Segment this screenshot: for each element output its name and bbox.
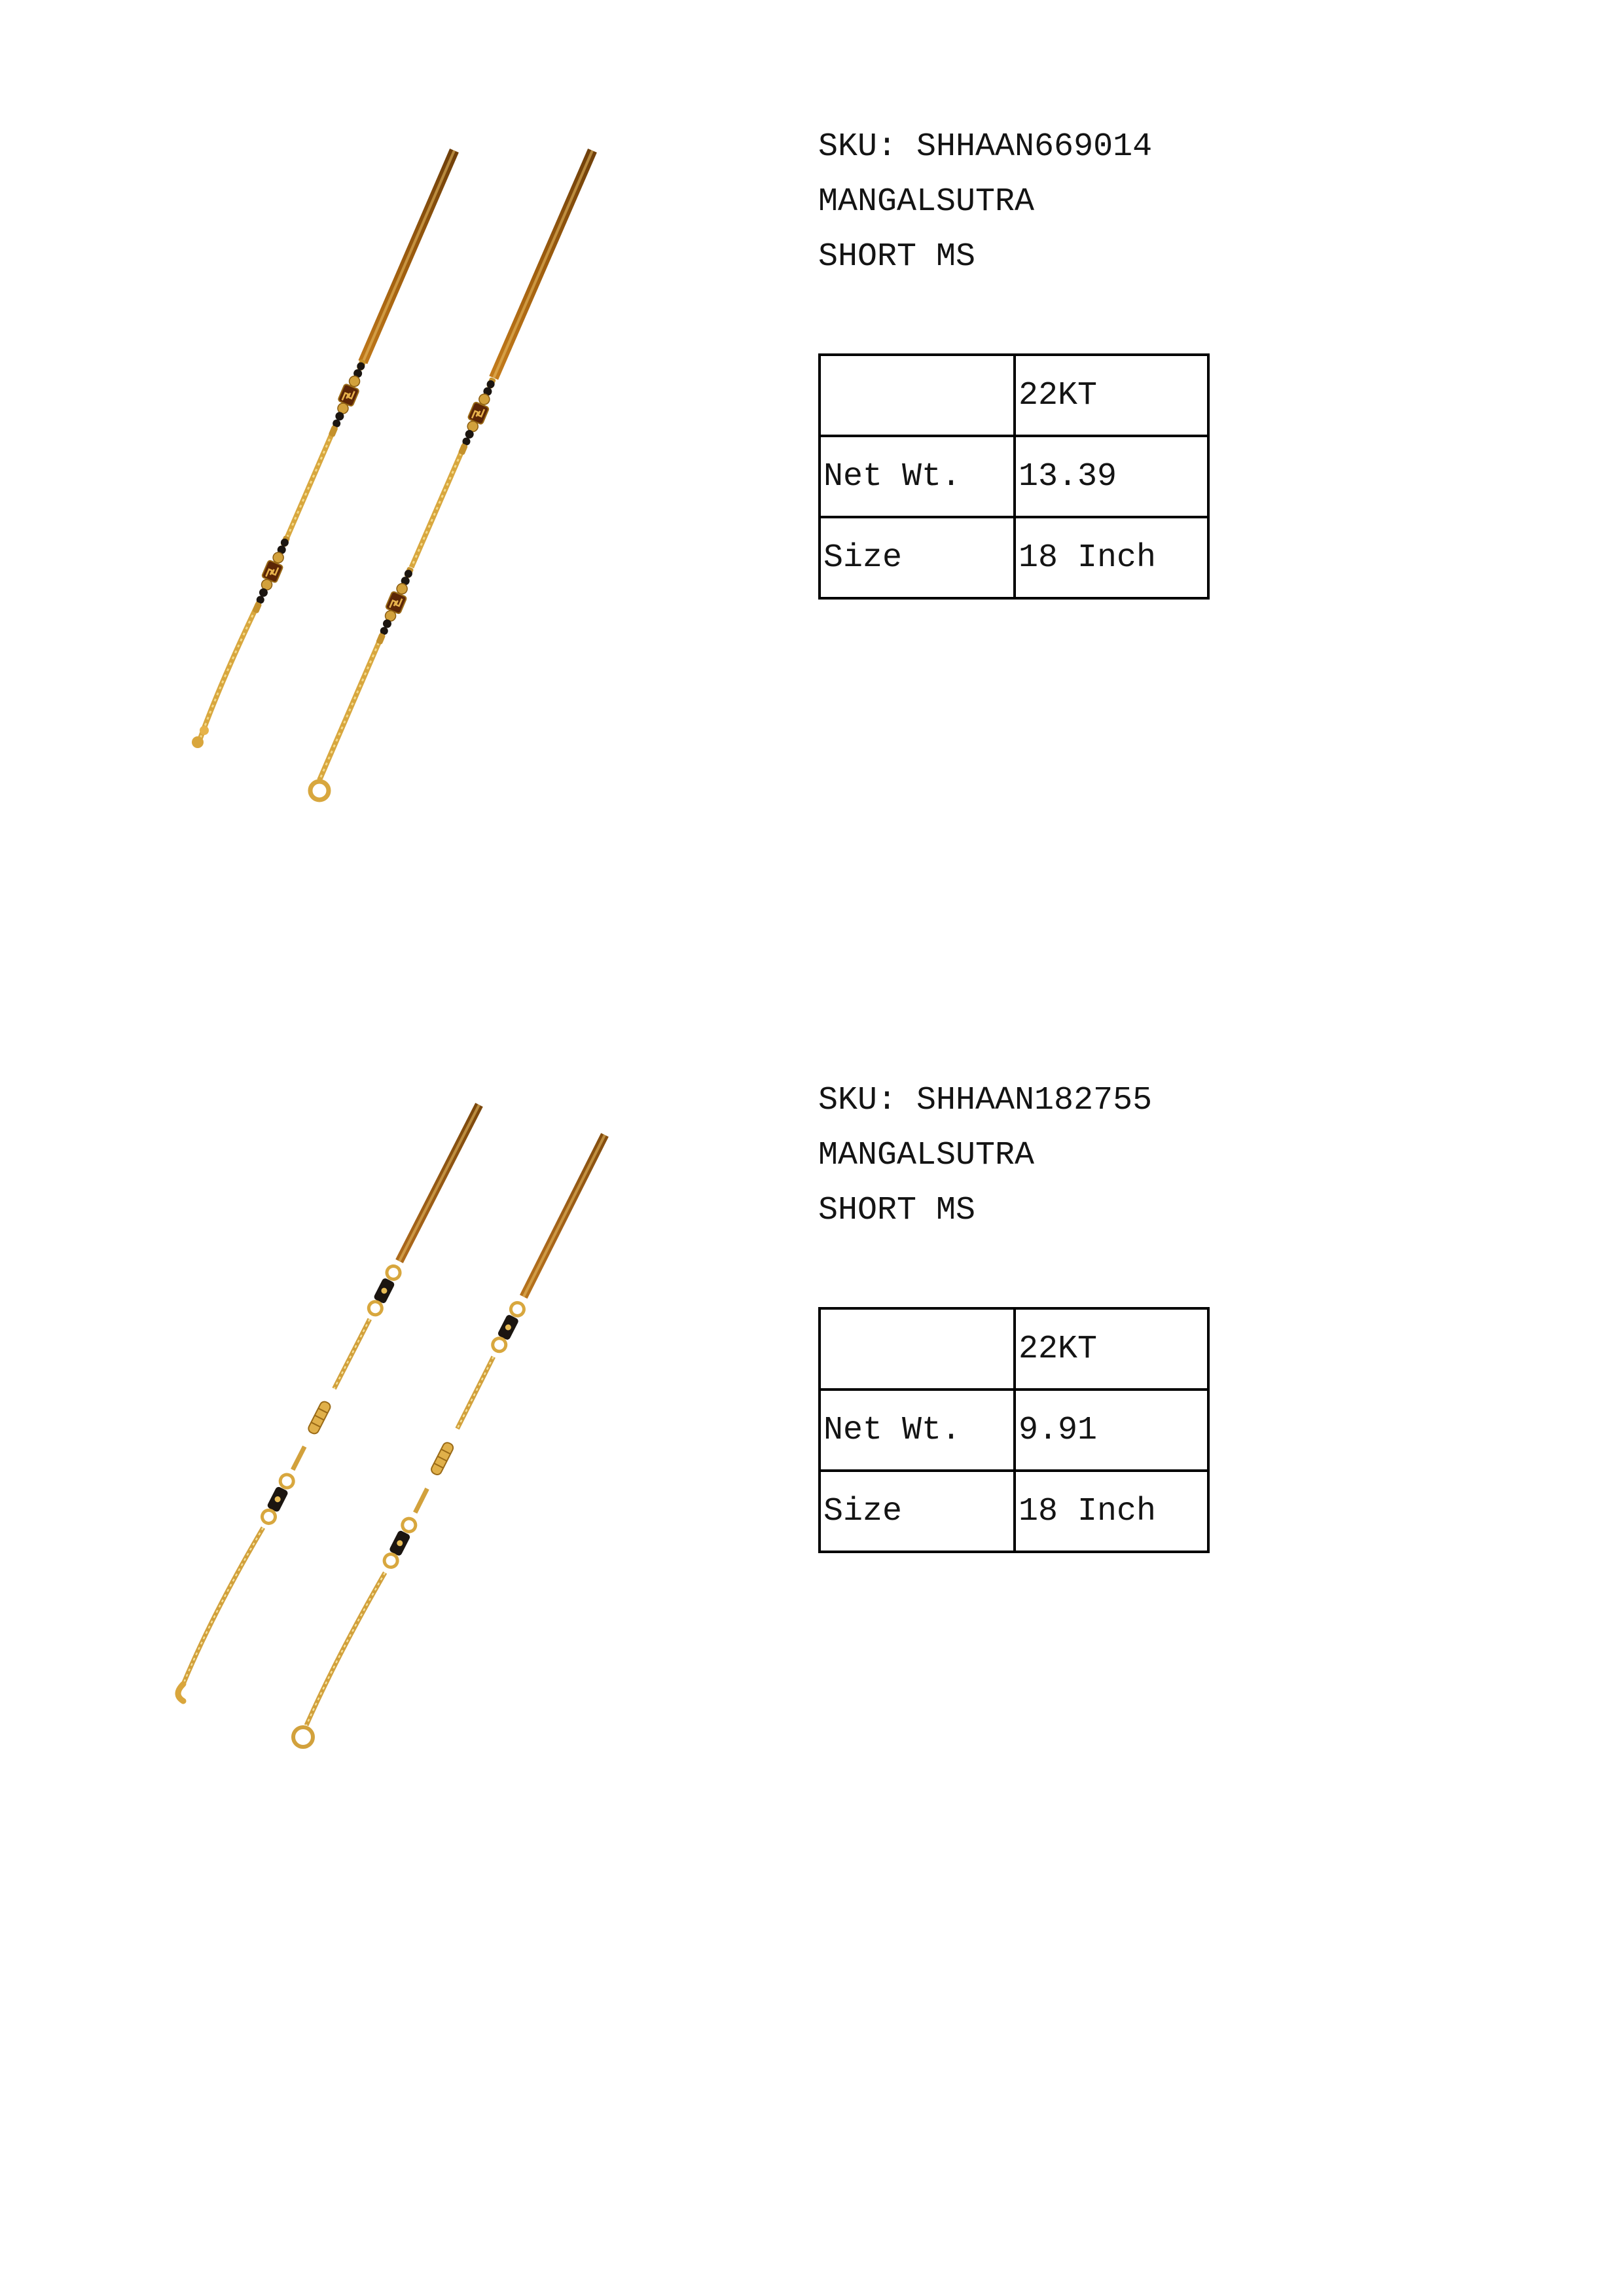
karat-header: 22KT <box>1015 1308 1208 1390</box>
clasp-ring-icon <box>293 1727 313 1747</box>
product-sku: SKU: SHHAAN182755 <box>818 1082 1153 1119</box>
table-row <box>820 1471 1208 1552</box>
product-info <box>818 1073 1152 1238</box>
product-category: MANGALSUTRA <box>818 183 1035 221</box>
chain-left <box>192 151 454 748</box>
table-row <box>820 436 1208 517</box>
table-row <box>820 1308 1208 1390</box>
product-style: SHORT MS <box>818 238 976 276</box>
product-info <box>818 120 1152 285</box>
product-style: SHORT MS <box>818 1192 976 1229</box>
chain-left <box>178 1105 479 1701</box>
spec-label: Net Wt. <box>820 1390 1015 1471</box>
chain-right <box>293 1135 605 1747</box>
product-photo <box>151 1080 648 1820</box>
clasp-hook-icon <box>192 726 209 748</box>
product-sku: SKU: SHHAAN669014 <box>818 128 1153 166</box>
spec-label: Size <box>820 1471 1015 1552</box>
empty-cell <box>820 1308 1015 1390</box>
table-row <box>820 517 1208 598</box>
empty-cell <box>820 355 1015 436</box>
table-row <box>820 1390 1208 1471</box>
product-photo <box>151 98 648 838</box>
spec-table <box>818 1307 1210 1553</box>
table-row <box>820 355 1208 436</box>
spec-value: 9.91 <box>1015 1390 1208 1471</box>
product-section <box>0 982 1624 1964</box>
karat-header: 22KT <box>1015 355 1208 436</box>
chain-right <box>310 151 592 800</box>
spec-value: 18 Inch <box>1015 1471 1208 1552</box>
product-section <box>0 0 1624 982</box>
mangalsutra-chains-illustration <box>151 98 648 838</box>
clasp-hook-icon <box>178 1684 183 1701</box>
clasp-ring-icon <box>310 781 329 800</box>
spec-table <box>818 353 1210 600</box>
product-category: MANGALSUTRA <box>818 1137 1035 1174</box>
spec-value: 13.39 <box>1015 436 1208 517</box>
spec-value: 18 Inch <box>1015 517 1208 598</box>
spec-label: Net Wt. <box>820 436 1015 517</box>
spec-label: Size <box>820 517 1015 598</box>
mangalsutra-chains-illustration <box>151 1080 648 1820</box>
